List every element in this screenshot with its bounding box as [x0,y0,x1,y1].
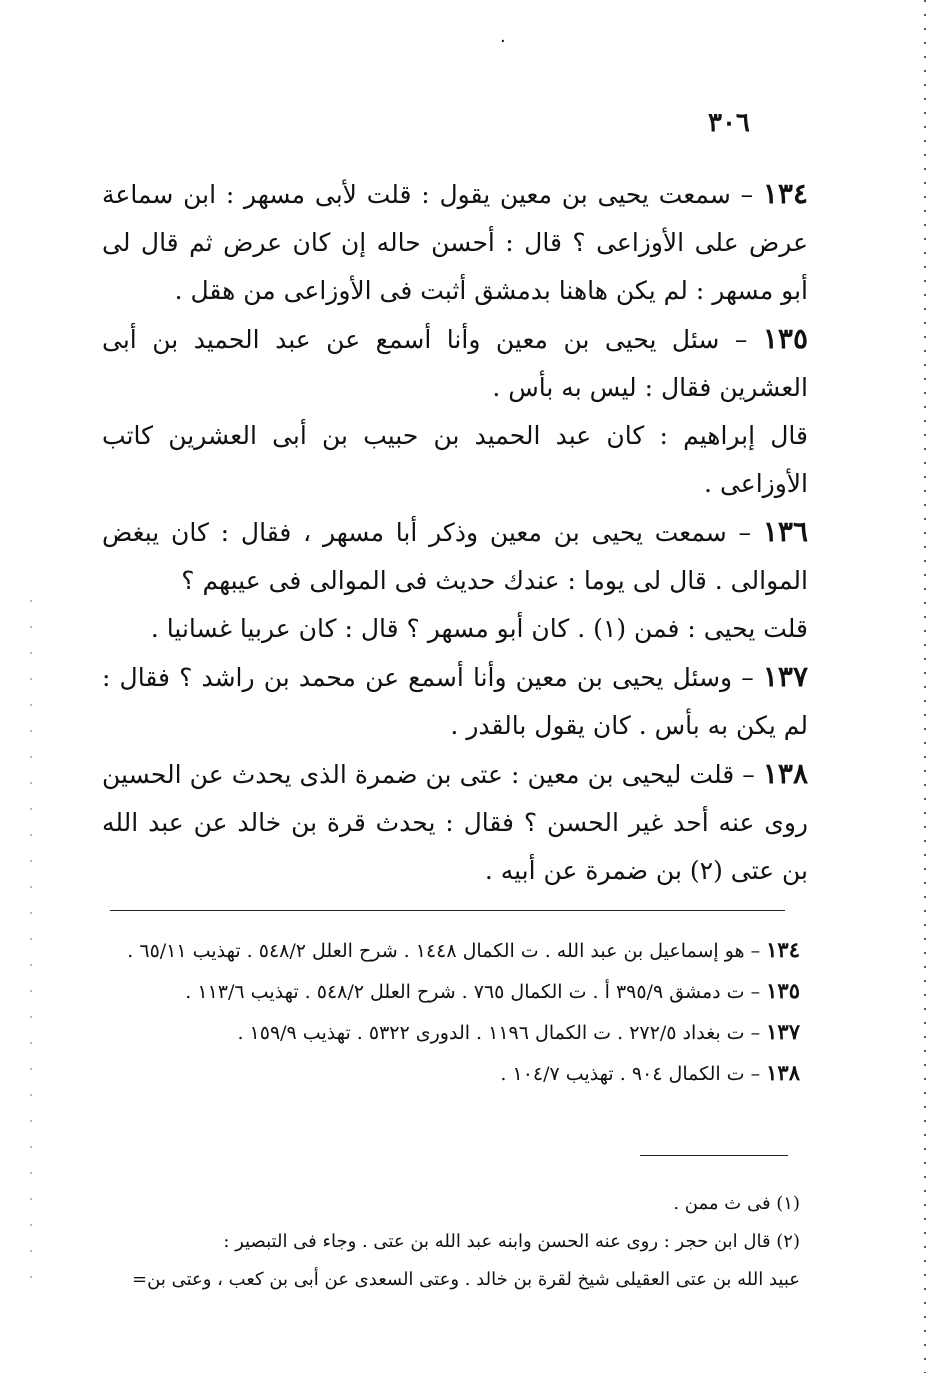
entry-text: – وسئل يحيى بن معين وأنا أسمع عن محمد بن راشد ؟ فقال : لم يكن به بأس . كان يقول بالقدر . [102,663,808,740]
footnote-2-continued: عبيد الله بن عتى العقيلى شيخ لقرة بن خالد . وعتى السعدى عن أبى بن كعب ، وعتى بن= [132,1269,800,1290]
footnote-1: (١) فى ث ممن . [673,1193,800,1214]
note-number: ١٣٨ [766,1060,800,1085]
note-number: ١٣٥ [766,978,800,1003]
entry-135-comment [102,412,808,508]
note-text: – ت دمشق ٣٩٥/٩ أ . ت الكمال ٧٦٥ . شرح العلل ٥٤٨/٢ . تهذيب ١١٣/٦ . [185,981,767,1003]
entry-number: ١٣٤ [762,177,808,210]
entry-number: ١٣٧ [762,660,808,693]
note-text: – ت الكمال ٩٠٤ . تهذيب ١٠٤/٧ . [500,1063,767,1085]
note-text: – ت بغداد ٢٧٢/٥ . ت الكمال ١١٩٦ . الدورى ٥٣٢٢ . تهذيب ١٥٩/٩ . [237,1022,767,1044]
note-135 [110,971,800,1012]
note-number: ١٣٧ [766,1019,800,1044]
entry-136 [102,508,808,605]
entry-text: – قلت ليحيى بن معين : عتى بن ضمرة الذى يحدث عن الحسين روى عنه أحد غير الحسن ؟ فقال : يحدث قرة بن خالد عن عبد الله بن عتى (٢) بن ضمرة عن أبيه . [102,760,808,885]
entry-number: ١٣٥ [762,322,808,355]
entry-136-comment [102,605,808,653]
note-134 [110,930,800,971]
entry-134 [102,170,808,315]
main-text [102,170,808,895]
notes-separator [110,910,785,911]
reference-notes [110,930,800,1094]
note-number: ١٣٤ [766,937,800,962]
page-number: ٣٠٦ [708,108,750,138]
entry-text: – سمعت يحيى بن معين يقول : قلت لأبى مسهر : ابن سماعة عرض على الأوزاعى ؟ قال : أحسن حاله إن كان عرض ثم قال لى أبو مسهر : لم يكن هاهنا بدمشق أثبت فى الأوزاعى من هقل . [102,180,808,305]
entry-138 [102,750,808,895]
entry-text: قال إبراهيم : كان عبد الحميد بن حبيب بن أبى العشرين كاتب الأوزاعى . [102,421,808,498]
footnotes-separator [640,1155,788,1156]
page-edge-dots [924,0,926,1373]
entry-text: – سمعت يحيى بن معين وذكر أبا مسهر ، فقال : كان يبغض الموالى . قال لى يوما : عندك حديث فى الموالى فى عيبهم ؟ [102,518,808,595]
footnotes [110,1185,800,1299]
scan-margin-dots [30,600,32,1300]
note-137 [110,1012,800,1053]
note-138 [110,1053,800,1094]
note-text: – هو إسماعيل بن عبد الله . ت الكمال ١٤٤٨ . شرح العلل ٥٤٨/٢ . تهذيب ٦٥/١١ . [127,940,767,962]
top-mark: ٠ [498,30,508,51]
entry-number: ١٣٦ [762,515,808,548]
entry-135 [102,315,808,412]
entry-text: – سئل يحيى بن معين وأنا أسمع عن عبد الحميد بن أبى العشرين فقال : ليس به بأس . [102,325,808,402]
footnote-2: (٢) قال ابن حجر : روى عنه الحسن وابنه عبد الله بن عتى . وجاء فى التبصير : [223,1231,800,1252]
entry-number: ١٣٨ [762,757,808,790]
entry-137 [102,653,808,750]
entry-text: قلت يحيى : فمن (١) . كان أبو مسهر ؟ قال : كان عربيا غسانيا . [150,614,808,643]
